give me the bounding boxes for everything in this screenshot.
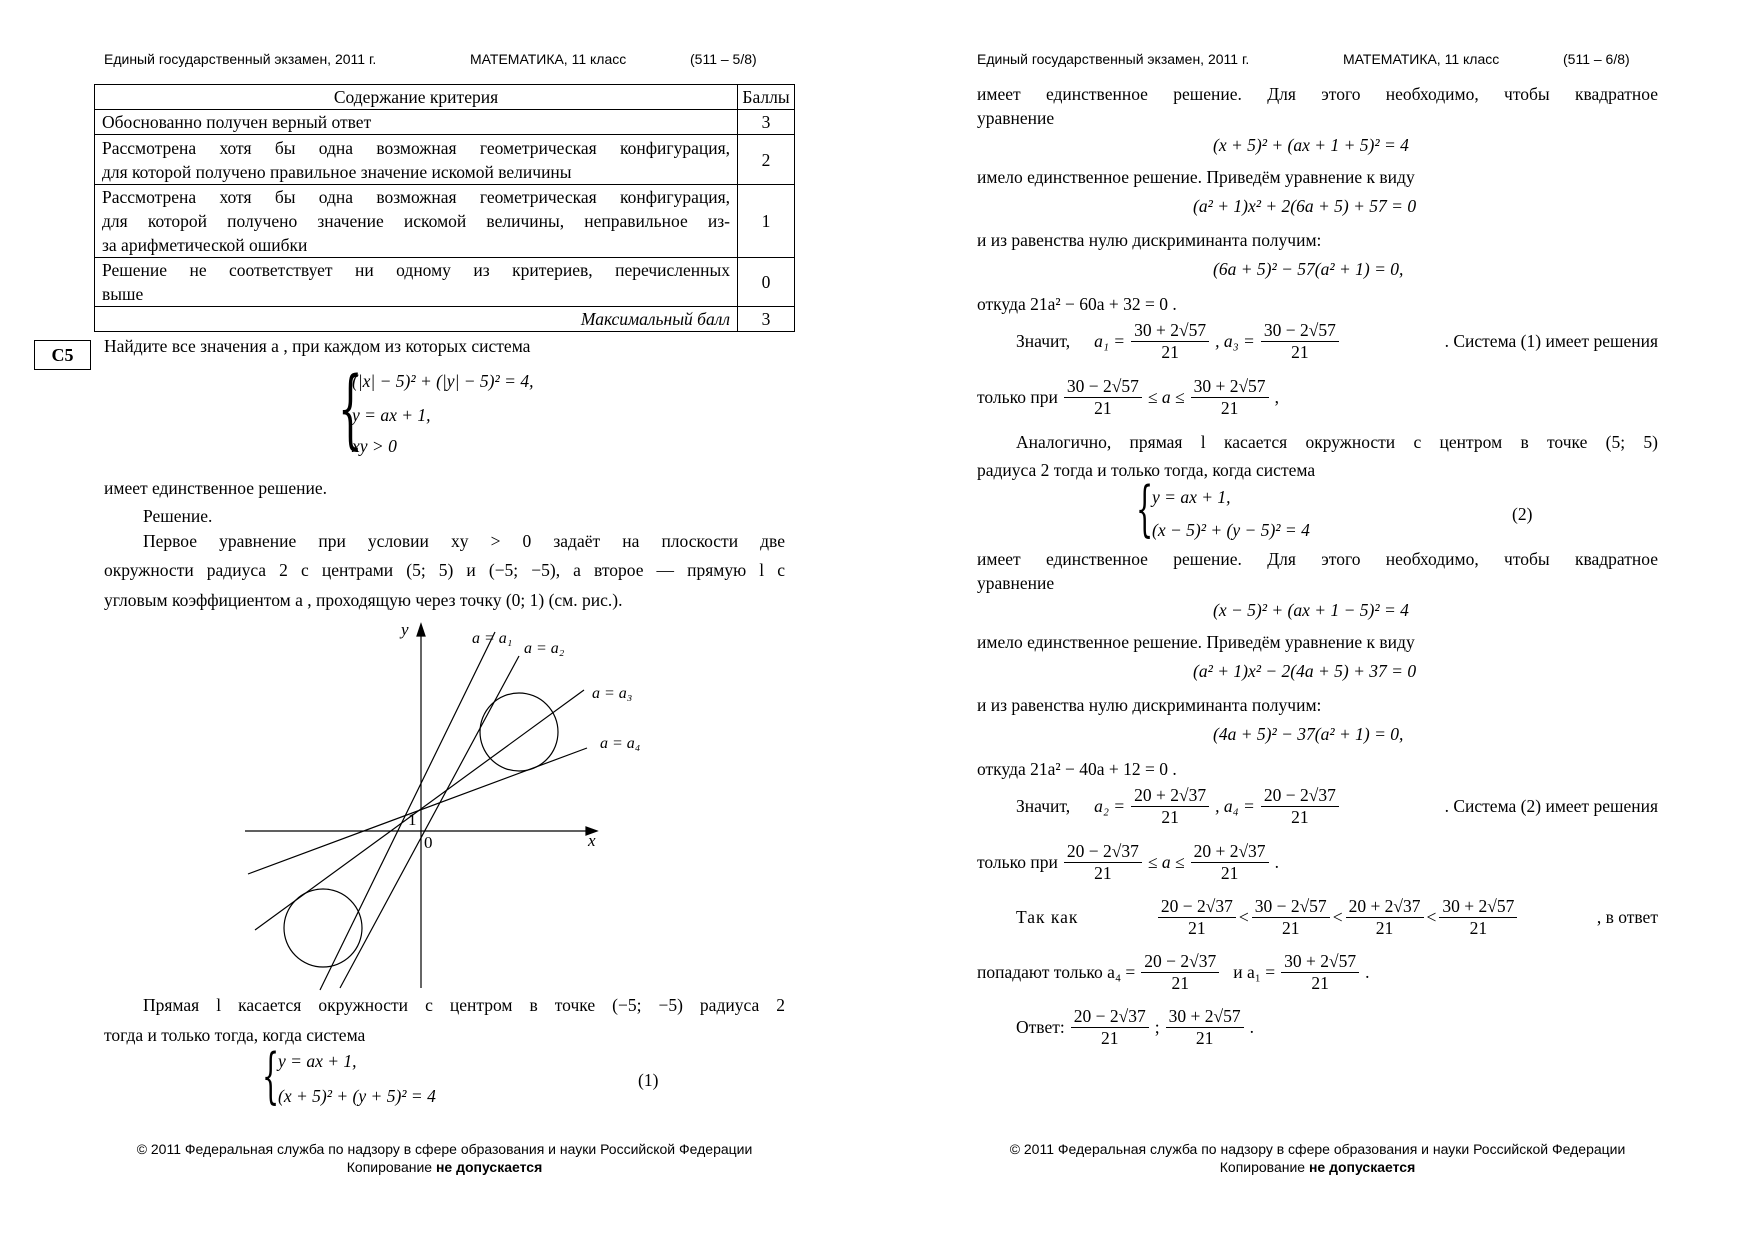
- criteria-table: [94, 84, 795, 332]
- criteria-row: Рассмотрена хотя бы одна возможная геометрическая конфигурация, для которой получено правильное значение искомой величины: [95, 135, 738, 185]
- criteria-row: Решение не соответствует ни одному из критериев, перечисленных выше: [95, 258, 738, 307]
- system3-line-2: (x − 5)² + (y − 5)² = 4: [1152, 520, 1310, 540]
- points-header: Баллы: [738, 85, 795, 110]
- line-label-a3: a = a₃: [592, 685, 633, 702]
- tick-label-zero: 0: [424, 833, 433, 852]
- line-label-a2: a = a₂: [524, 640, 565, 657]
- criteria-row: Рассмотрена хотя бы одна возможная геометрическая конфигурация, для которой получено значение искомой величины, неправильное из- за арифметической ошибки: [95, 185, 738, 258]
- system2-brace: {: [262, 1041, 280, 1111]
- range-line-2: только при $\frac{20 - 2√37}{21}$ ≤ a ≤ $\frac{20 + 2√37}{21}$ .: [977, 841, 1279, 883]
- left-header-subject: МАТЕМАТИКА, 11 класс: [470, 51, 627, 67]
- text-line: имеет единственное решение. Для этого необходимо, чтобы квадратное: [977, 549, 1658, 569]
- solution-para-1: Первое уравнение при условии xy > 0 задаёт на плоскости две: [143, 531, 785, 551]
- equation: (x + 5)² + (ax + 1 + 5)² = 4: [1213, 135, 1409, 155]
- criteria-header: Содержание критерия: [95, 85, 738, 110]
- equation: (6a + 5)² − 57(a² + 1) = 0,: [1213, 259, 1404, 279]
- equation: (x − 5)² + (ax + 1 − 5)² = 4: [1213, 600, 1409, 620]
- line-label-a1: a = a₁: [472, 630, 513, 647]
- text-line: откуда 21a² − 60a + 32 = 0 .: [977, 294, 1177, 314]
- roots-line-2: Значит, a₂ = $\frac{20 + 2√37}{21}$ , a₄ = $\frac{20 - 2√37}{21}$ . Система (2) имеет решения: [1016, 785, 1658, 827]
- roots-line-1: Значит, a₁ = $\frac{30 + 2√57}{21}$ , a₃ = $\frac{30 - 2√57}{21}$ . Система (1) имеет решения: [1016, 320, 1658, 362]
- left-footer-copying: Копирование не допускается: [346, 1159, 543, 1175]
- task-number-badge: С5: [34, 340, 91, 370]
- x-axis-label: x: [588, 831, 596, 850]
- right-header-exam: Единый государственный экзамен, 2011 г.: [977, 51, 1250, 67]
- right-header-page: (511 – 6/8): [1563, 51, 1630, 67]
- solution-para-1: окружности радиуса 2 с центрами (5; 5) и (−5; −5), а второе — прямую l с: [104, 560, 785, 580]
- answer-selection-line: попадают только a₄ = $\frac{20 - 2√37}{21}$ и a₁ = $\frac{30 + 2√57}{21}$ .: [977, 951, 1370, 993]
- text-line: радиуса 2 тогда и только тогда, когда система: [977, 460, 1316, 480]
- text-line: уравнение: [977, 108, 1055, 128]
- right-footer-copyright: © 2011 Федеральная служба по надзору в сфере образования и науки Российской Федерации: [1009, 1141, 1626, 1157]
- criteria-points: 0: [738, 258, 795, 307]
- text-line: уравнение: [977, 573, 1055, 593]
- text-line: имеет единственное решение. Для этого необходимо, чтобы квадратное: [977, 84, 1658, 104]
- geometry-figure: [240, 618, 641, 994]
- criteria-points: 1: [738, 185, 795, 258]
- solution-para-2: тогда и только тогда, когда система: [104, 1025, 366, 1045]
- system-line-1: (|x| − 5)² + (|y| − 5)² = 4,: [352, 371, 534, 391]
- text-line: имело единственное решение. Приведём уравнение к виду: [977, 632, 1415, 652]
- system3-number: (2): [1512, 504, 1533, 524]
- tangent-line-a2: [340, 656, 519, 988]
- tangent-line-a4: [248, 748, 587, 874]
- text-line: откуда 21a² − 40a + 12 = 0 .: [977, 759, 1177, 779]
- line-label-a4: a = a₄: [600, 735, 641, 752]
- max-score-value: 3: [738, 307, 795, 332]
- solution-para-2: Прямая l касается окружности с центром в точке (−5; −5) радиуса 2: [143, 995, 785, 1015]
- unique-solution-text: имеет единственное решение.: [104, 478, 327, 498]
- y-axis-label: y: [401, 620, 409, 639]
- criteria-points: 2: [738, 135, 795, 185]
- tick-label-one: 1: [408, 810, 417, 829]
- task-statement: Найдите все значения a , при каждом из которых система: [104, 336, 531, 356]
- text-line: имело единственное решение. Приведём уравнение к виду: [977, 167, 1415, 187]
- left-header-page: (511 – 5/8): [690, 51, 757, 67]
- equation: (a² + 1)x² + 2(6a + 5) + 57 = 0: [1193, 196, 1417, 216]
- left-footer-copyright: © 2011 Федеральная служба по надзору в сфере образования и науки Российской Федерации: [136, 1141, 753, 1157]
- max-score-label: Максимальный балл: [95, 307, 738, 332]
- right-footer-copying: Копирование не допускается: [1219, 1159, 1416, 1175]
- y-axis-arrow: [417, 624, 425, 636]
- solution-label: Решение.: [143, 506, 213, 526]
- system3-brace: {: [1136, 474, 1154, 544]
- system2-number: (1): [638, 1070, 659, 1090]
- text-line: Аналогично, прямая l касается окружности с центром в точке (5; 5): [1016, 432, 1658, 452]
- range-line-1: только при $\frac{30 - 2√57}{21}$ ≤ a ≤ $\frac{30 + 2√57}{21}$ ,: [977, 376, 1279, 418]
- solution-para-1: угловым коэффициентом a , проходящую через точку (0; 1) (см. рис.).: [104, 590, 623, 610]
- equation: (a² + 1)x² − 2(4a + 5) + 37 = 0: [1193, 661, 1417, 681]
- right-header-subject: МАТЕМАТИКА, 11 класс: [1343, 51, 1500, 67]
- system3-line-1: y = ax + 1,: [1152, 487, 1231, 507]
- system-brace: {: [338, 359, 363, 459]
- system-line-2: y = ax + 1,: [352, 405, 431, 425]
- system-line-3: xy > 0: [352, 436, 397, 456]
- system2-line-2: (x + 5)² + (y + 5)² = 4: [278, 1086, 436, 1106]
- equation: (4a + 5)² − 37(a² + 1) = 0,: [1213, 724, 1404, 744]
- answer-line: Ответ: $\frac{20 - 2√37}{21}$ ; $\frac{30 + 2√57}{21}$ .: [1016, 1006, 1254, 1048]
- system2-line-1: y = ax + 1,: [278, 1051, 357, 1071]
- comparison-line: Так как $\frac{20 - 2√37}{21}$ < $\frac{30 - 2√57}{21}$ < $\frac{20 + 2√37}{21}$ < $\frac{30 + 2√57}{21}$ , в ответ: [1016, 896, 1658, 938]
- criteria-row: Обоснованно получен верный ответ: [95, 110, 738, 135]
- left-header-exam: Единый государственный экзамен, 2011 г.: [104, 51, 377, 67]
- criteria-points: 3: [738, 110, 795, 135]
- circle-upper: [480, 693, 558, 771]
- text-line: и из равенства нулю дискриминанта получим:: [977, 230, 1322, 250]
- text-line: и из равенства нулю дискриминанта получим:: [977, 695, 1322, 715]
